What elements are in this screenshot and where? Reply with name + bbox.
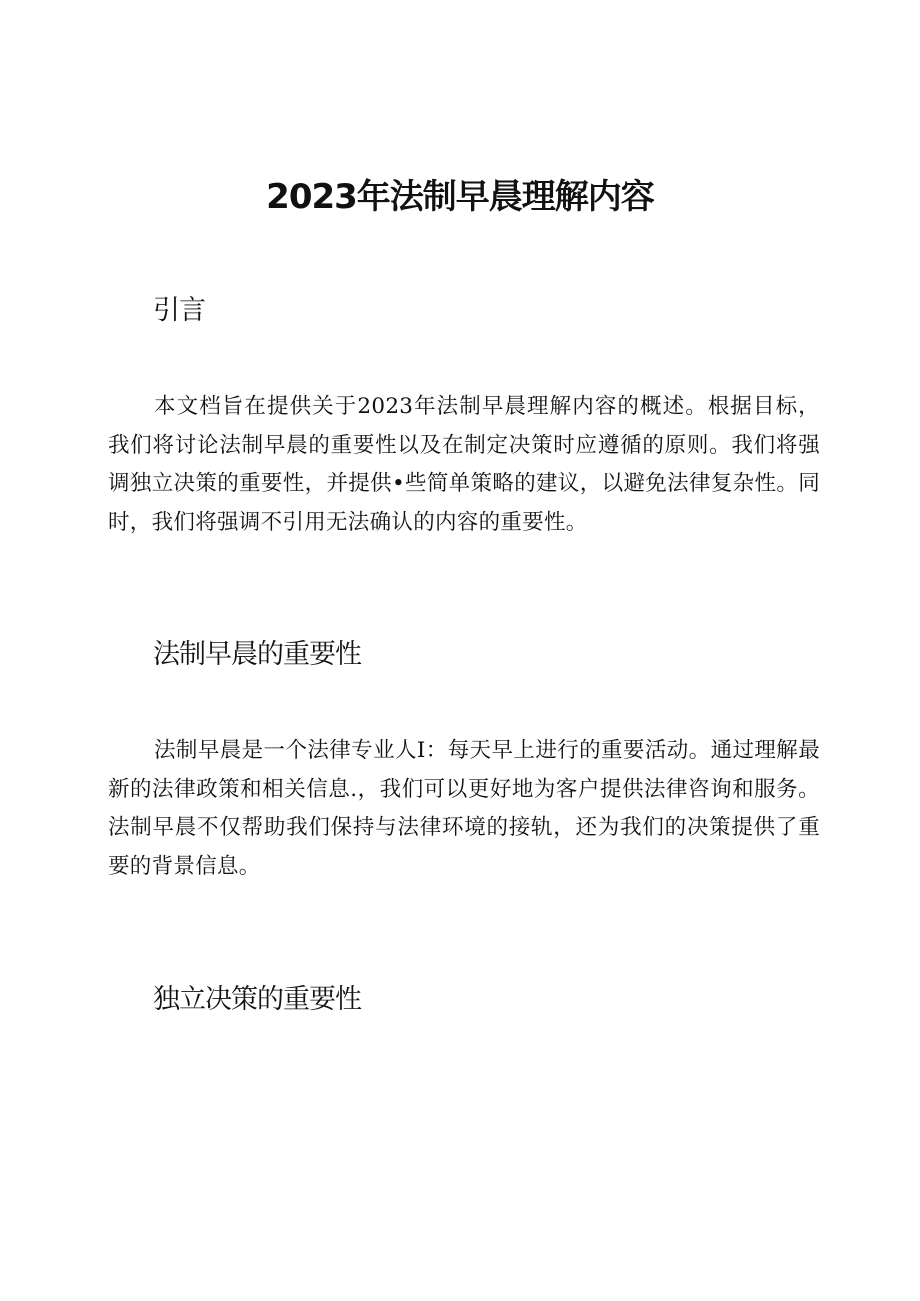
section-heading-independent-decision: 独立决策的重要性 (153, 984, 361, 1015)
introduction-paragraph: 本文档旨在提供关于2023年法制早晨理解内容的概述。根据目标，我们将讨论法制早晨的重要性以及在制定决策时应遵循的原则。我们将强调独立决策的重要性，并提供•些简单策略的建议，以避免法律复杂性。同时，我们将强调不引用无法确认的内容的重要性。 (108, 394, 820, 535)
document-title: 2023年法制早晨理解内容 (266, 177, 654, 217)
section-heading-importance: 法制早晨的重要性 (153, 639, 361, 670)
importance-paragraph: 法制早晨是一个法律专业人I：每天早上进行的重要活动。通过理解最新的法律政策和相关信息.，我们可以更好地为客户提供法律咨询和服务。法制早晨不仅帮助我们保持与法律环境的接轨，还为我们的决策提供了重要的背景信息。 (108, 738, 820, 879)
section-heading-introduction: 引言 (153, 295, 205, 326)
